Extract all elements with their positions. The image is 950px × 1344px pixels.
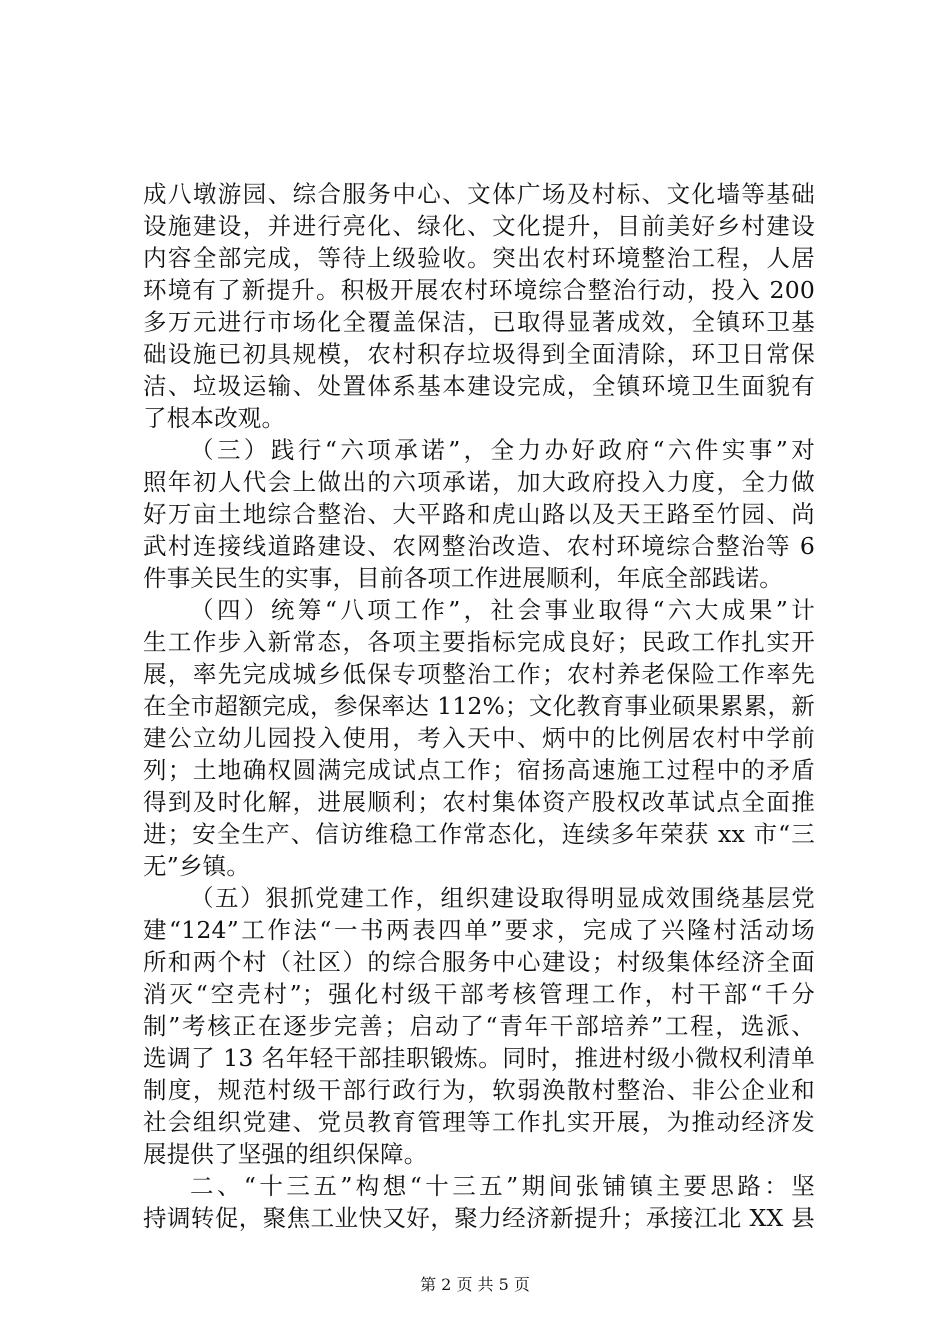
text-line: 列；土地确权圆满完成试点工作；宿扬高速施工过程中的矛盾 (143, 756, 815, 784)
text-line: 制度，规范村级干部行政行为，软弱涣散村整治、非公企业和 (143, 1076, 815, 1104)
text-line: 无”乡镇。 (143, 852, 251, 880)
text-line: 照年初人代会上做出的六项承诺，加大政府投入力度，全力做 (143, 468, 815, 496)
text-line: 好万亩土地综合整治、大平路和虎山路以及天王路至竹园、尚 (143, 500, 815, 528)
text-line: 所和两个村（社区）的综合服务中心建设；村级集体经济全面 (143, 948, 815, 976)
text-line: 武村连接线道路建设、农网整治改造、农村环境综合整治等 6 (143, 532, 815, 560)
text-line: 建“124”工作法“一书两表四单”要求，完成了兴隆村活动场 (143, 916, 815, 944)
text-line: 制”考核正在逐步完善；启动了“青年干部培养”工程，选派、 (143, 1012, 815, 1040)
text-line: 消灭“空壳村”；强化村级干部考核管理工作，村干部“千分 (143, 980, 815, 1008)
text-line: 洁、垃圾运输、处置体系基本建设完成，全镇环境卫生面貌有 (143, 372, 815, 400)
text-line: 设施建设，并进行亮化、绿化、文化提升，目前美好乡村建设 (143, 212, 815, 240)
section-heading-line: （四）统筹“八项工作”，社会事业取得“六大成果”计 (190, 596, 815, 624)
text-line: 在全市超额完成，参保率达 112%；文化教育事业硕果累累，新 (143, 692, 815, 720)
text-line: 环境有了新提升。积极开展农村环境综合整治行动，投入 200 (143, 276, 815, 304)
text-line: 社会组织党建、党员教育管理等工作扎实开展，为推动经济发 (143, 1108, 815, 1136)
text-line: 成八墩游园、综合服务中心、文体广场及村标、文化墙等基础 (143, 180, 815, 208)
section-heading-line: 二、“十三五”构想“十三五”期间张铺镇主要思路：坚 (190, 1172, 815, 1200)
text-line: 持调转促，聚焦工业快又好，聚力经济新提升；承接江北 XX 县 (143, 1204, 815, 1232)
page-number-footer: 第 2 页 共 5 页 (420, 1275, 530, 1294)
text-line: 进；安全生产、信访维稳工作常态化，连续多年荣获 xx 市“三 (143, 820, 815, 848)
text-line: 展提供了坚强的组织保障。 (143, 1140, 428, 1168)
section-heading-line: （三）践行“六项承诺”，全力办好政府“六件实事”对 (190, 436, 815, 464)
text-line: 内容全部完成，等待上级验收。突出农村环境整治工程，人居 (143, 244, 815, 272)
text-line: 了根本改观。 (143, 404, 286, 432)
text-line: 础设施已初具规模，农村积存垃圾得到全面清除，环卫日常保 (143, 340, 815, 368)
text-line: 展，率先完成城乡低保专项整治工作；农村养老保险工作率先 (143, 660, 815, 688)
text-line: 得到及时化解，进展顺利；农村集体资产股权改革试点全面推 (143, 788, 815, 816)
document-body (143, 178, 815, 1234)
text-line: 生工作步入新常态，各项主要指标完成良好；民政工作扎实开 (143, 628, 815, 656)
text-line: 选调了 13 名年轻干部挂职锻炼。同时，推进村级小微权利清单 (143, 1044, 815, 1072)
text-line: 件事关民生的实事，目前各项工作进展顺利，年底全部践诺。 (143, 564, 783, 592)
section-heading-line: （五）狠抓党建工作，组织建设取得明显成效围绕基层党 (190, 884, 815, 912)
text-line: 多万元进行市场化全覆盖保洁，已取得显著成效，全镇环卫基 (143, 308, 815, 336)
text-line: 建公立幼儿园投入使用，考入天中、炳中的比例居农村中学前 (143, 724, 815, 752)
